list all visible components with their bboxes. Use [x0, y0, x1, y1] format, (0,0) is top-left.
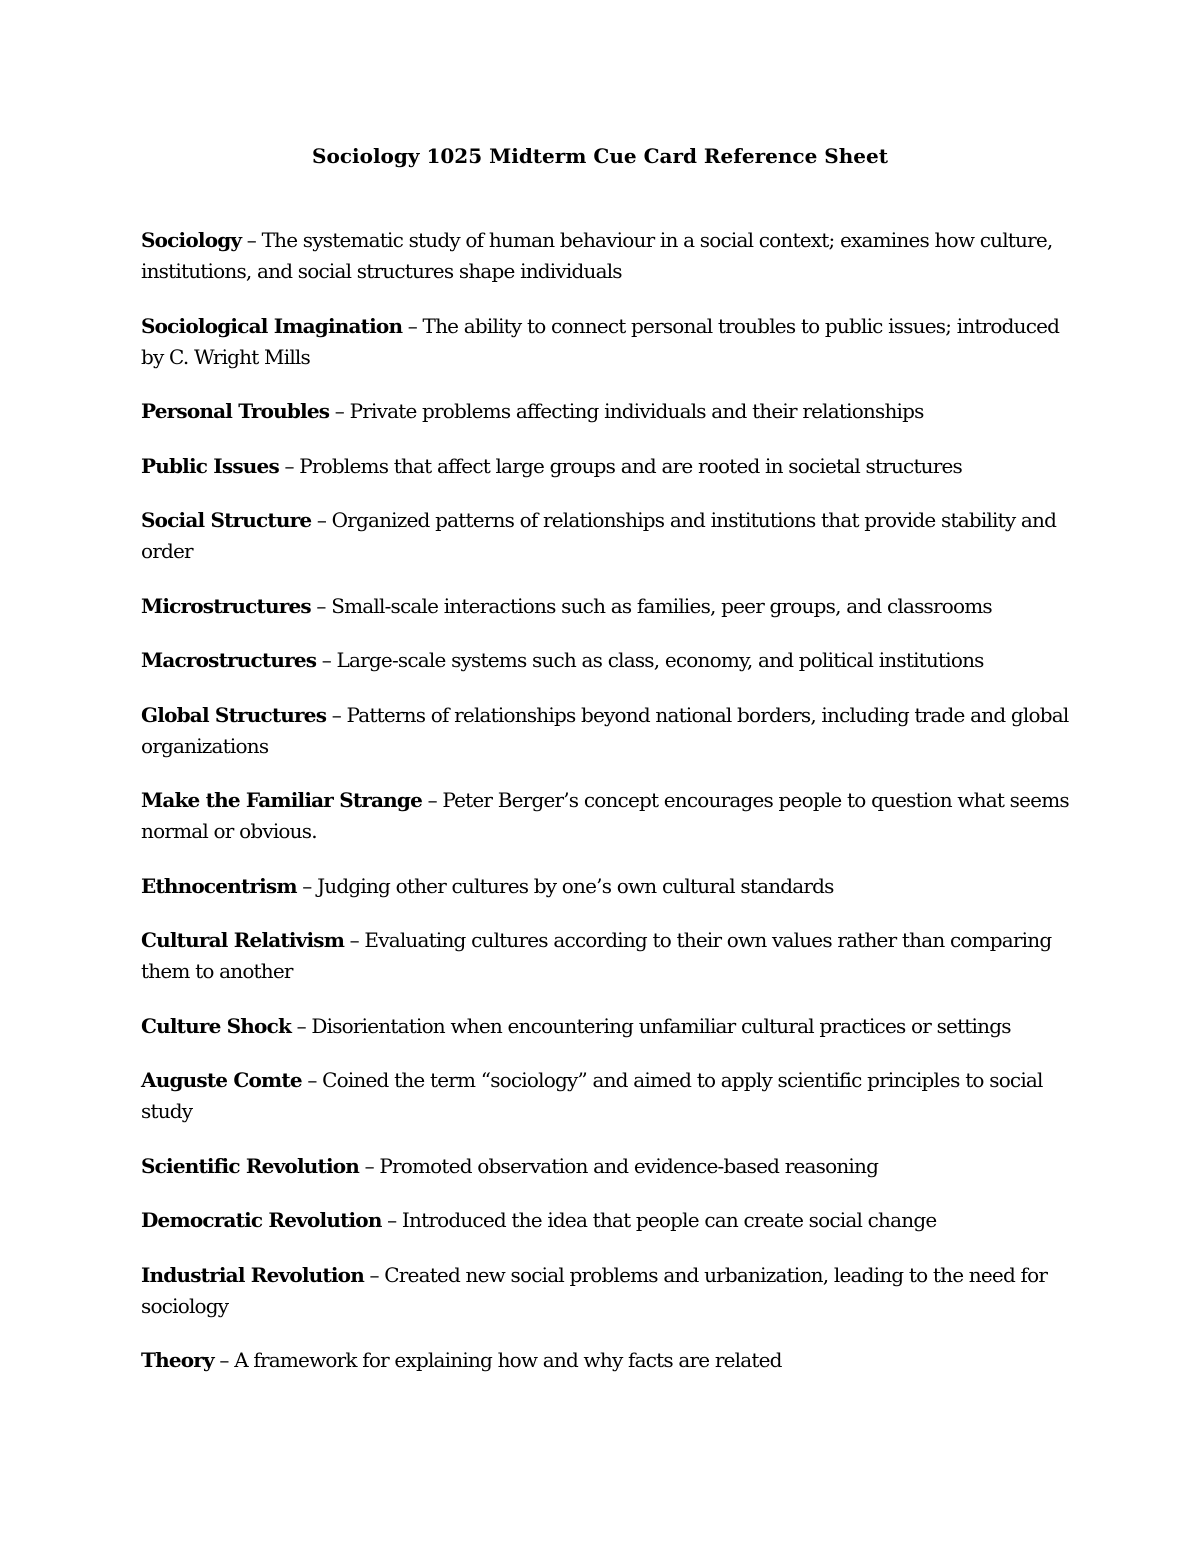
- definition-term: Public Issues: [141, 453, 279, 478]
- term-separator: –: [402, 313, 423, 338]
- term-separator: –: [329, 399, 350, 423]
- term-separator: –: [311, 508, 332, 532]
- term-separator: –: [359, 1153, 380, 1178]
- definition-entry: [141, 225, 1071, 287]
- definition-entry: [141, 785, 1071, 847]
- term-separator: –: [296, 873, 318, 898]
- term-separator: –: [310, 593, 332, 618]
- definition-term: Culture Shock: [141, 1013, 292, 1038]
- term-separator: –: [278, 453, 300, 478]
- definition-text: Patterns of relationships beyond national borders, including trade and global organizations: [141, 702, 1069, 758]
- definition-entry: [141, 311, 1071, 373]
- definition-term: Make the Familiar Strange: [141, 788, 423, 812]
- definition-entry: [141, 505, 1071, 567]
- definition-term: Ethnocentrism: [141, 873, 297, 898]
- definition-entry: [141, 1205, 1071, 1236]
- definition-entry: [141, 396, 1071, 427]
- definition-term: Sociology: [141, 228, 242, 252]
- definition-text: Private problems affecting individuals and their relationships: [349, 399, 924, 423]
- definition-entry: [141, 591, 1071, 622]
- definition-term: Auguste Comte: [141, 1068, 302, 1092]
- term-separator: –: [422, 788, 443, 812]
- term-separator: –: [316, 648, 337, 672]
- definition-term: Industrial Revolution: [141, 1262, 364, 1287]
- definition-list: [141, 225, 1071, 1400]
- definition-text: The systematic study of human behaviour in a social context; examines how culture, institutions, and social structures shape individuals: [141, 228, 1053, 283]
- definition-text: Promoted observation and evidence-based reasoning: [379, 1153, 879, 1178]
- definition-entry: [141, 700, 1071, 762]
- term-separator: –: [381, 1208, 402, 1232]
- term-separator: –: [241, 228, 262, 252]
- definition-text: Judging other cultures by one’s own cultural standards: [317, 873, 834, 898]
- definition-text: Introduced the idea that people can create social change: [401, 1208, 937, 1232]
- definition-term: Sociological Imagination: [141, 313, 403, 338]
- definition-term: Democratic Revolution: [141, 1208, 382, 1232]
- definition-entry: [141, 1065, 1071, 1127]
- term-separator: –: [213, 1348, 235, 1372]
- definition-text: Peter Berger’s concept encourages people to question what seems normal or obvious.: [141, 788, 1069, 843]
- definition-text: The ability to connect personal troubles to public issues; introduced by C. Wright Mills: [141, 313, 1060, 369]
- definition-entry: [141, 645, 1071, 676]
- term-separator: –: [344, 928, 365, 952]
- definition-entry: [141, 925, 1071, 987]
- definition-text: Organized patterns of relationships and institutions that provide stability and order: [141, 508, 1057, 563]
- definition-text: Small-scale interactions such as families, peer groups, and classrooms: [331, 593, 992, 618]
- definition-text: Evaluating cultures according to their own values rather than comparing them to another: [141, 928, 1052, 983]
- term-separator: –: [326, 702, 347, 727]
- definition-term: Macrostructures: [141, 648, 317, 672]
- definition-entry: [141, 451, 1071, 482]
- definition-text: Large-scale systems such as class, economy, and political institutions: [336, 648, 984, 672]
- definition-term: Microstructures: [141, 593, 311, 618]
- definition-text: Problems that affect large groups and are rooted in societal structures: [299, 453, 963, 478]
- term-separator: –: [291, 1013, 312, 1038]
- definition-entry: [141, 1345, 1071, 1376]
- definition-term: Scientific Revolution: [141, 1153, 360, 1178]
- definition-term: Social Structure: [141, 508, 312, 532]
- term-separator: –: [363, 1262, 385, 1287]
- definition-text: A framework for explaining how and why facts are related: [234, 1348, 782, 1372]
- definition-term: Global Structures: [141, 702, 327, 727]
- definition-text: Created new social problems and urbanization, leading to the need for sociology: [141, 1262, 1048, 1318]
- definition-entry: [141, 871, 1071, 902]
- definition-text: Disorientation when encountering unfamiliar cultural practices or settings: [311, 1013, 1011, 1038]
- definition-term: Personal Troubles: [141, 399, 330, 423]
- term-separator: –: [301, 1068, 323, 1092]
- definition-entry: [141, 1260, 1071, 1322]
- definition-term: Cultural Relativism: [141, 928, 345, 952]
- document-title: Sociology 1025 Midterm Cue Card Reference Sheet: [312, 144, 888, 168]
- definition-entry: [141, 1011, 1071, 1042]
- definition-term: Theory: [141, 1348, 214, 1372]
- definition-entry: [141, 1151, 1071, 1182]
- definition-text: Coined the term “sociology” and aimed to apply scientific principles to social study: [141, 1068, 1043, 1123]
